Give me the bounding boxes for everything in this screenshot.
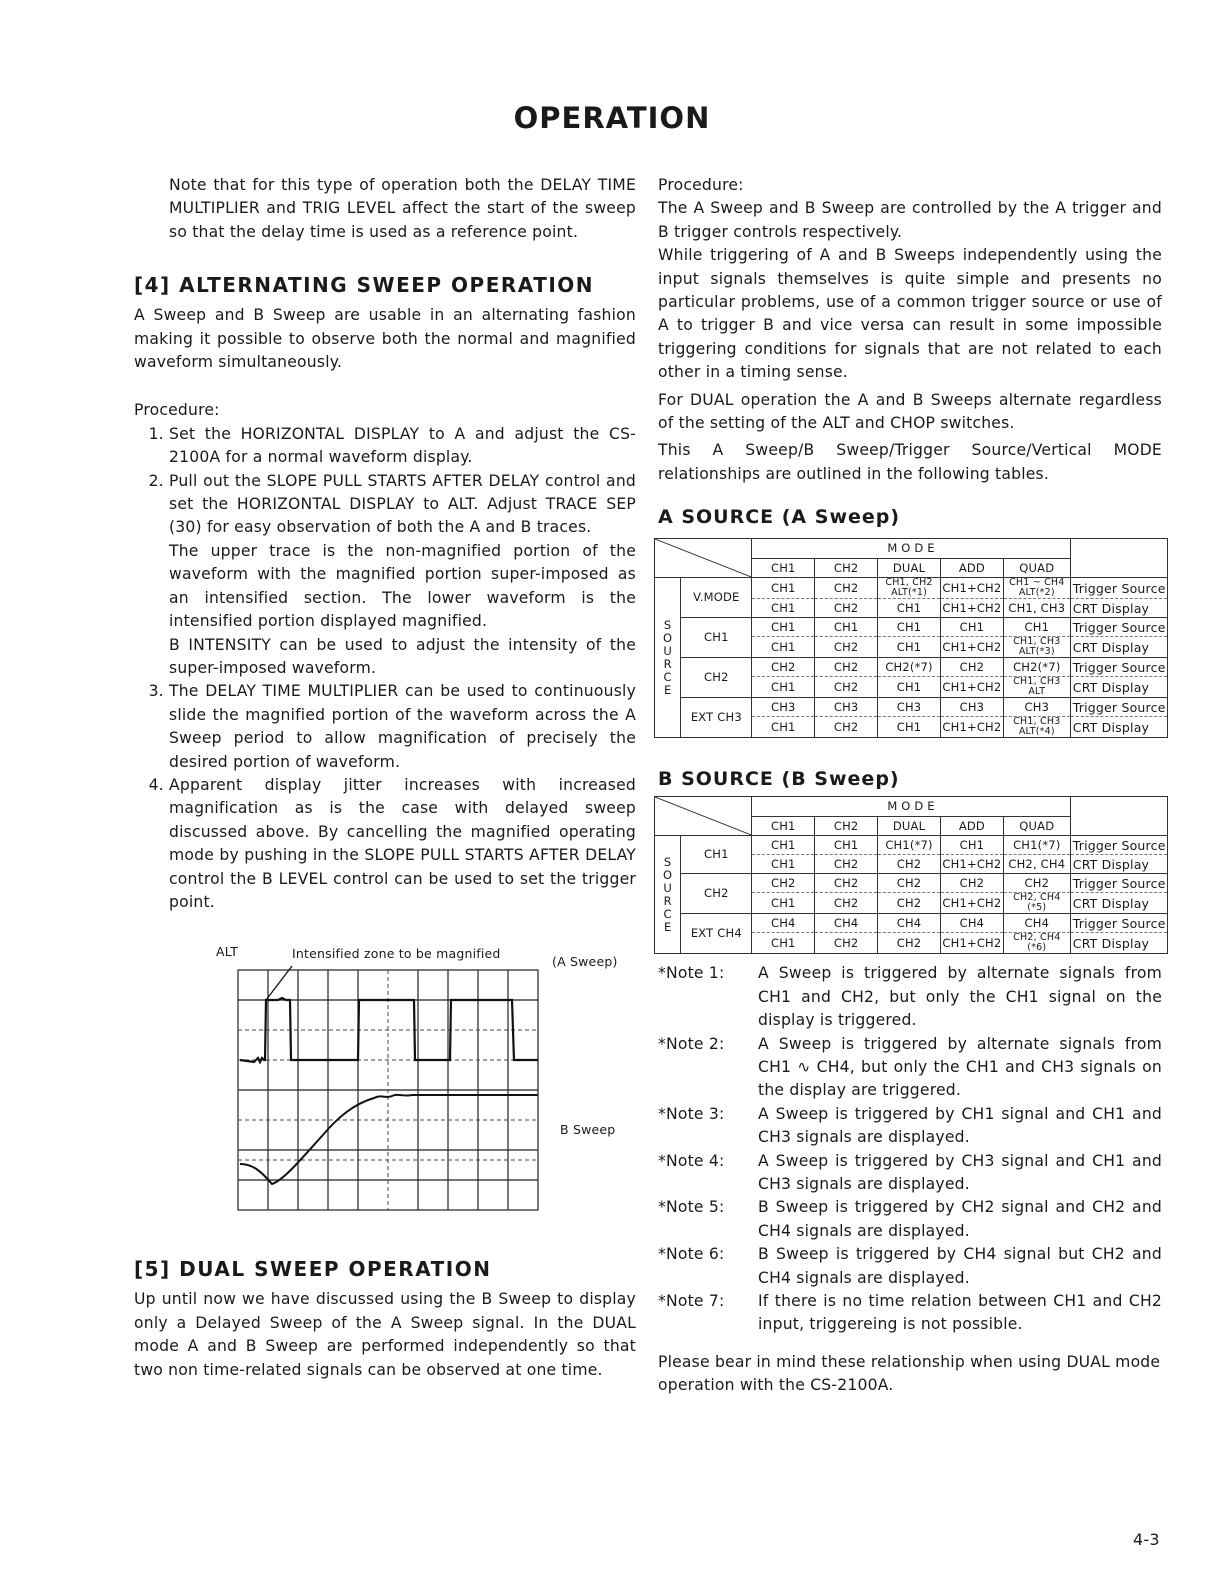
row-type-label: Trigger Source — [1070, 914, 1167, 933]
section4-body: A Sweep and B Sweep are usable in an alternating fashion making it possible to observe both the normal and magnified waveform simultaneously. — [134, 306, 636, 372]
table-row — [655, 618, 1168, 637]
table-cell: CH3 — [1003, 698, 1070, 717]
note-text: A Sweep is triggered by alternate signals from CH1 and CH2, but only the CH1 signal on the display is triggered. — [758, 964, 1162, 1030]
step-4: 4. Apparent display jitter increases with increased magnification as is the case with delayed sweep discussed above. By cancelling the magnified operating mode by pushing in the SLOPE PULL STARTS AFTER DELAY control the B LEVEL control can be used to set the trigger point. — [169, 774, 636, 914]
table-a-grid — [654, 538, 1168, 738]
row-type-label: Trigger Source — [1070, 578, 1167, 599]
mode-column-header: CH1 — [752, 816, 815, 836]
table-cell: CH1 — [878, 599, 941, 618]
table-cell: CH2 — [940, 658, 1003, 677]
alt-sweep-diagram — [134, 944, 636, 1234]
procedure-label: Procedure: — [134, 401, 220, 420]
table-row — [655, 698, 1168, 717]
table-cell: CH2 — [752, 874, 815, 893]
table-b-title: B SOURCE (B Sweep) — [658, 768, 900, 791]
table-cell: CH4 — [752, 914, 815, 933]
right-procedure-label: Procedure: — [658, 176, 744, 194]
table-cell: CH2 — [815, 658, 878, 677]
note-text: B Sweep is triggered by CH4 signal but CH2 and CH4 signals are displayed. — [758, 1245, 1162, 1287]
table-cell: CH1, CH3 ALT(*4) — [1003, 717, 1070, 738]
table-cell: CH2, CH4 (*5) — [1003, 893, 1070, 914]
table-cell: CH1, CH3 ALT(*3) — [1003, 637, 1070, 658]
table-cell: CH1 — [878, 637, 941, 658]
step-2-b-intensity: B INTENSITY can be used to adjust the intensity of the super-imposed waveform. — [169, 635, 636, 677]
table-row — [655, 874, 1168, 893]
table-cell: CH1 — [752, 717, 815, 738]
right-paragraph-2: While triggering of A and B Sweeps independently using the input signals themselves is quite simple and presents no particular problems, use of a common trigger source or use of A to trigger B and vice versa can result in some impossible triggering conditions for signals that are not related to each other in a timing sense. — [658, 246, 1162, 382]
note-text: A Sweep is triggered by CH1 signal and CH1 and CH3 signals are displayed. — [758, 1104, 1162, 1147]
table-cell: CH2 — [815, 637, 878, 658]
note-item — [658, 1103, 1162, 1150]
table-cell: CH3 — [815, 698, 878, 717]
left-column — [134, 174, 636, 1382]
table-cell: CH3 — [752, 698, 815, 717]
table-cell: CH2 — [878, 855, 941, 874]
right-paragraph-3: For DUAL operation the A and B Sweeps alternate regardless of the setting of the ALT and CHOP switches. — [658, 390, 1162, 433]
a-sweep-label: (A Sweep) — [552, 954, 618, 970]
mode-column-header: DUAL — [878, 558, 941, 578]
mode-header-row — [655, 539, 1168, 559]
row-type-label: Trigger Source — [1070, 698, 1167, 717]
note-key: *Note 1: — [658, 964, 725, 983]
row-type-label: CRT Display — [1070, 855, 1167, 874]
note-text: If there is no time relation between CH1 and CH2 input, triggereing is not possible. — [758, 1291, 1162, 1334]
note-key: *Note 4: — [658, 1151, 725, 1170]
source-label-text: SOURCE — [663, 854, 673, 934]
table-cell: CH1 — [752, 836, 815, 855]
table-cell: CH1 — [878, 618, 941, 637]
note-text: A Sweep is triggered by alternate signals from CH1 ∿ CH4, but only the CH1 and CH3 signals on the display are triggered. — [758, 1034, 1162, 1100]
table-cell: CH1 — [1003, 618, 1070, 637]
row-type-label: CRT Display — [1070, 933, 1167, 954]
table-cell: CH2 — [752, 658, 815, 677]
note-text: B Sweep is triggered by CH2 signal and CH2 and CH4 signals are displayed. — [758, 1198, 1162, 1240]
table-cell: CH2 — [815, 874, 878, 893]
note-key: *Note 6: — [658, 1245, 725, 1264]
table-cell: CH4 — [878, 914, 941, 933]
table-cell: CH2 — [1003, 874, 1070, 893]
page-number: 4-3 — [1133, 1530, 1160, 1549]
table-cell: CH1+CH2 — [940, 578, 1003, 599]
table-cell: CH1+CH2 — [940, 637, 1003, 658]
scope-screen — [134, 944, 544, 1214]
label-header — [1070, 797, 1167, 836]
source-label-text: SOURCE — [663, 617, 673, 697]
source-group-name: EXT CH4 — [681, 914, 752, 954]
mode-column-header: CH1 — [752, 558, 815, 578]
mode-column-header: QUAD — [1003, 558, 1070, 578]
source-group-name: V.MODE — [681, 578, 752, 618]
intensified-zone-pointer — [266, 966, 292, 1000]
table-cell: CH1, CH3 ALT — [1003, 677, 1070, 698]
row-type-label: Trigger Source — [1070, 618, 1167, 637]
table-row — [655, 578, 1168, 599]
row-type-label: CRT Display — [1070, 637, 1167, 658]
table-cell: CH1 — [752, 677, 815, 698]
source-label — [655, 578, 681, 738]
table-cell: CH2 — [815, 677, 878, 698]
table-cell: CH4 — [940, 914, 1003, 933]
note-text: A Sweep is triggered by CH3 signal and CH1 and CH3 signals are displayed. — [758, 1151, 1162, 1193]
table-cell: CH2(*7) — [1003, 658, 1070, 677]
row-type-label: CRT Display — [1070, 599, 1167, 618]
table-cell: CH1(*7) — [878, 836, 941, 855]
source-group-name: CH1 — [681, 618, 752, 658]
table-row — [655, 836, 1168, 855]
note-item — [658, 1150, 1162, 1197]
closing-paragraph: Please bear in mind these relationship when using DUAL mode operation with the CS-2100A. — [658, 1352, 1161, 1395]
table-corner — [655, 797, 752, 836]
intro-paragraph: Note that for this type of operation both the DELAY TIME MULTIPLIER and TRIG LEVEL affect the start of the sweep so that the delay time is used as a reference point. — [169, 176, 636, 241]
table-cell: CH1, CH3 — [1003, 599, 1070, 618]
table-cell: CH1+CH2 — [940, 855, 1003, 874]
table-cell: CH2 — [815, 599, 878, 618]
step-2-upper-trace: The upper trace is the non-magnified portion of the waveform with the magnified portion super-imposed as an intensified section. The lower waveform is the intensified portion displayed magnified. — [169, 541, 636, 631]
mode-header-row — [655, 797, 1168, 817]
row-type-label: Trigger Source — [1070, 658, 1167, 677]
note-item — [658, 1196, 1162, 1243]
mode-column-header: ADD — [940, 558, 1003, 578]
table-cell: CH1 — [940, 836, 1003, 855]
table-cell: CH1 — [815, 618, 878, 637]
mode-column-header: ADD — [940, 816, 1003, 836]
table-cell: CH2 — [815, 933, 878, 954]
row-type-label: CRT Display — [1070, 893, 1167, 914]
source-group-name: CH1 — [681, 836, 752, 874]
table-cell: CH2 — [878, 933, 941, 954]
table-cell: CH2 — [815, 855, 878, 874]
row-type-label: Trigger Source — [1070, 836, 1167, 855]
table-cell: CH1, CH2 ALT(*1) — [878, 578, 941, 599]
row-type-label: CRT Display — [1070, 677, 1167, 698]
note-item — [658, 962, 1162, 1032]
table-cell: CH1 — [752, 855, 815, 874]
table-cell: CH1 — [752, 637, 815, 658]
row-type-label: CRT Display — [1070, 717, 1167, 738]
mode-column-header: CH2 — [815, 558, 878, 578]
b-sweep-label: B Sweep — [560, 1122, 616, 1138]
section5-heading: [5] DUAL SWEEP OPERATION — [134, 1257, 492, 1282]
source-group-name: CH2 — [681, 874, 752, 914]
notes-list — [658, 962, 1162, 1337]
table-cell: CH3 — [878, 698, 941, 717]
intensified-zone-label: Intensified zone to be magnified — [292, 946, 501, 962]
table-cell: CH4 — [815, 914, 878, 933]
table-cell: CH2 — [878, 874, 941, 893]
table-cell: CH2 — [815, 717, 878, 738]
table-a-container — [658, 538, 1166, 738]
source-label — [655, 836, 681, 954]
table-cell: CH1+CH2 — [940, 893, 1003, 914]
table-row — [655, 914, 1168, 933]
note-key: *Note 5: — [658, 1198, 725, 1217]
table-cell: CH1+CH2 — [940, 933, 1003, 954]
table-cell: CH1 — [752, 933, 815, 954]
table-cell: CH1 — [752, 599, 815, 618]
table-row — [655, 658, 1168, 677]
source-group-name: CH2 — [681, 658, 752, 698]
mode-label: M O D E — [752, 539, 1070, 559]
table-cell: CH1+CH2 — [940, 599, 1003, 618]
section5-body: Up until now we have discussed using the B Sweep to display only a Delayed Sweep of the A Sweep signal. In the DUAL mode A and B Sweep are performed independently so that two non time-related signals can be observed at one time. — [134, 1290, 636, 1379]
note-key: *Note 7: — [658, 1291, 725, 1310]
table-cell: CH1 — [815, 836, 878, 855]
section4-heading: [4] ALTERNATING SWEEP OPERATION — [134, 273, 595, 298]
right-column — [658, 174, 1166, 1398]
table-cell: CH3 — [940, 698, 1003, 717]
table-cell: CH1 — [752, 578, 815, 599]
step-2-text: Pull out the SLOPE PULL STARTS AFTER DELAY control and set the HORIZONTAL DISPLAY to ALT. Adjust TRACE SEP (30) for easy observation of both the A and B traces. — [169, 471, 636, 537]
alt-label: ALT — [216, 944, 239, 960]
label-header — [1070, 539, 1167, 578]
mode-column-header: DUAL — [878, 816, 941, 836]
table-cell: CH2 — [878, 893, 941, 914]
page-title: OPERATION — [513, 101, 711, 135]
table-corner — [655, 539, 752, 578]
note-key: *Note 2: — [658, 1034, 725, 1053]
table-cell: CH2, CH4 (*6) — [1003, 933, 1070, 954]
b-sweep-trace — [240, 1095, 538, 1184]
row-type-label: Trigger Source — [1070, 874, 1167, 893]
table-cell: CH4 — [1003, 914, 1070, 933]
note-item — [658, 1290, 1162, 1337]
table-cell: CH1 — [752, 893, 815, 914]
table-cell: CH1 — [940, 618, 1003, 637]
table-b-grid — [654, 796, 1168, 954]
table-cell: CH1(*7) — [1003, 836, 1070, 855]
note-item — [658, 1243, 1162, 1290]
step-3: 3. The DELAY TIME MULTIPLIER can be used to continuously slide the magnified portion of the waveform across the A Sweep period to allow magnification of precisely the desired portion of waveform. — [169, 680, 636, 774]
note-key: *Note 3: — [658, 1104, 725, 1123]
table-cell: CH1+CH2 — [940, 717, 1003, 738]
table-cell: CH2(*7) — [878, 658, 941, 677]
table-b-container — [658, 796, 1166, 954]
table-cell: CH2, CH4 — [1003, 855, 1070, 874]
table-cell: CH1 — [752, 618, 815, 637]
table-cell: CH2 — [815, 578, 878, 599]
table-cell: CH1 — [878, 677, 941, 698]
table-cell: CH2 — [940, 874, 1003, 893]
table-cell: CH1 ~ CH4 ALT(*2) — [1003, 578, 1070, 599]
table-cell: CH2 — [815, 893, 878, 914]
table-cell: CH1 — [878, 717, 941, 738]
mode-column-header: QUAD — [1003, 816, 1070, 836]
table-a-title: A SOURCE (A Sweep) — [658, 506, 901, 529]
right-paragraph-4: This A Sweep/B Sweep/Trigger Source/Vertical MODE relationships are outlined in the following tables. — [658, 441, 1162, 483]
procedure-steps — [134, 423, 636, 915]
source-group-name: EXT CH3 — [681, 698, 752, 738]
step-1: 1. Set the HORIZONTAL DISPLAY to A and adjust the CS-2100A for a normal waveform display. — [169, 423, 636, 470]
right-paragraph-1: The A Sweep and B Sweep are controlled by the A trigger and B trigger controls respectively. — [658, 199, 1162, 241]
note-item — [658, 1033, 1162, 1103]
mode-label: M O D E — [752, 797, 1070, 817]
step-2 — [169, 470, 636, 681]
mode-column-header: CH2 — [815, 816, 878, 836]
table-cell: CH1+CH2 — [940, 677, 1003, 698]
